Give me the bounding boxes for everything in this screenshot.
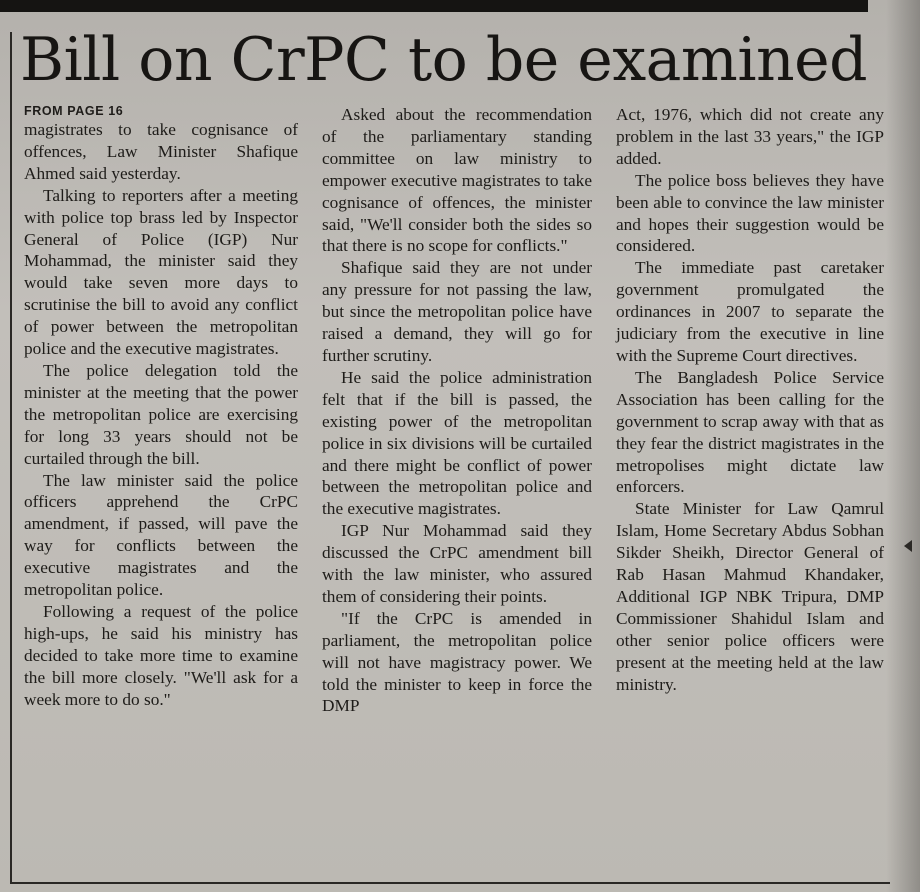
top-rule	[0, 0, 868, 12]
paragraph: State Minister for Law Qamrul Islam, Home Secretary Abdus Sobhan Sikder Sheikh, Director General of Rab Hasan Mahmud Khandaker, Additional IGP NBK Tripura, DMP Commissioner Shahidul Islam and other senior police officers were present at the meeting held at the law ministry.	[616, 499, 884, 694]
article-body	[24, 104, 884, 874]
paragraph: IGP Nur Mohammad said they discussed the CrPC amendment bill with the law minister, who assured them of considering their points.	[322, 521, 592, 606]
dateline: FROM PAGE 16	[24, 104, 124, 118]
paragraph: "If the CrPC is amended in parliament, the metropolitan police will not have magistracy power. We told the minister to keep in force the DMP	[322, 608, 592, 716]
headline: Bill on CrPC to be examined	[20, 25, 868, 95]
paragraph: The law minister said the police officers apprehend the CrPC amendment, if passed, will pave the way for conflicts between the executive magistrates and the metropolitan police.	[24, 470, 298, 600]
paragraph: He said the police administration felt that if the bill is passed, the existing power of the metropolitan police in six divisions will be curtailed and there might be conflict of power between the metropolitan police and the executive magistrates.	[322, 367, 592, 519]
column-3	[616, 104, 884, 874]
paragraph: The police boss believes they have been able to convince the law minister and hopes their suggestion would be considered.	[616, 170, 884, 256]
paragraph: Asked about the recommendation of the parliamentary standing committee on law ministry to empower executive magistrates to take cognisance of offences, the minister said, "We'll consider both the sides so that there is no scope for conflicts."	[322, 105, 592, 256]
paragraph: Talking to reporters after a meeting with police top brass led by Inspector General of Police (IGP) Nur Mohammad, the minister said they would take seven more days to scrutinise the bill to avoid any conflict of power between the metropolitan police and the executive magistrates.	[24, 185, 298, 359]
paragraph: magistrates to take cognisance of offences, Law Minister Shafique Ahmed said yesterday.	[24, 120, 298, 183]
page-edge-shadow	[886, 0, 920, 892]
paragraph: The police delegation told the minister at the meeting that the power the metropolitan police are exercising for long 33 years should not be curtailed through the bill.	[24, 360, 298, 468]
paragraph: The Bangladesh Police Service Association has been calling for the government to scrap away with that as they fear the district magistrates in the metropolises might dictate law enforcers.	[616, 367, 884, 497]
paragraph: Act, 1976, which did not create any problem in the last 33 years," the IGP added.	[616, 105, 884, 168]
bottom-rule	[10, 882, 890, 884]
column-1	[24, 104, 298, 874]
paragraph: Shafique said they are not under any pressure for not passing the law, but since the metropolitan police have raised a demand, they will go for further scrutiny.	[322, 258, 592, 365]
column-2	[322, 104, 592, 874]
paragraph: The immediate past caretaker government promulgated the ordinances in 2007 to separate the judiciary from the executive in line with the Supreme Court directives.	[616, 258, 884, 365]
paragraph: Following a request of the police high-ups, he said his ministry has decided to take more time to examine the bill more closely. "We'll ask for a week more to do so."	[24, 601, 298, 709]
continuation-arrow-icon	[904, 540, 912, 552]
left-column-rule	[10, 32, 12, 884]
